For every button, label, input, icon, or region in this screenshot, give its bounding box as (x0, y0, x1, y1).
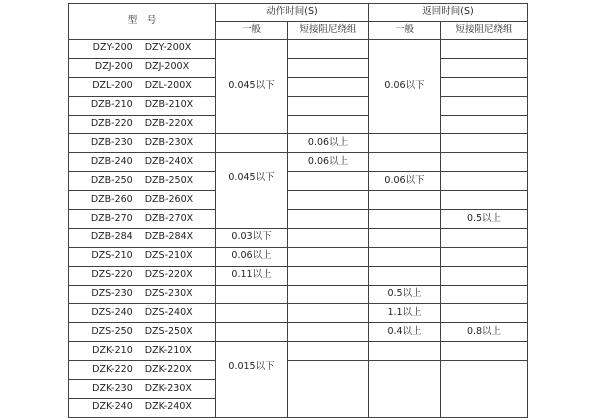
model-name: DZB-210 (90, 99, 133, 111)
model-cell (69, 323, 216, 342)
table-row (69, 228, 528, 247)
model-cell (69, 247, 216, 266)
return-general-cell (369, 191, 441, 210)
action-short-cell (288, 361, 369, 418)
model-name: DZB-230 (90, 136, 133, 148)
table-row (69, 58, 528, 77)
action-short-cell (288, 40, 369, 59)
model-name: DZL-200 (92, 80, 133, 92)
return-short-cell (441, 304, 528, 323)
header-model: 型 号 (69, 4, 216, 40)
return-short-cell (441, 266, 528, 285)
action-short-cell (288, 210, 369, 229)
table-row (69, 40, 528, 59)
table-row (69, 210, 528, 229)
model-name: DZS-210 (91, 250, 133, 262)
action-short-cell (288, 247, 369, 266)
model-cell (69, 210, 216, 229)
return-short-cell (441, 40, 528, 59)
return-general-cell: 0.5以上 (369, 285, 441, 304)
model-name: DZS-230X (144, 288, 193, 300)
model-cell (69, 398, 216, 417)
model-name: DZS-250 (91, 325, 133, 337)
return-short-cell (441, 153, 528, 172)
return-general-cell (369, 266, 441, 285)
action-general-cell: 0.06以上 (216, 247, 288, 266)
table-header (69, 4, 528, 40)
return-short-cell (441, 361, 528, 418)
return-short-cell (441, 96, 528, 115)
action-general-cell (216, 285, 288, 304)
return-general-cell (369, 228, 441, 247)
action-general-cell (216, 304, 288, 323)
model-name: DZK-230X (144, 382, 192, 394)
header-action-time: 动作时间(S) (216, 4, 369, 22)
action-general-cell: 0.11以上 (216, 266, 288, 285)
model-name: DZK-210X (144, 344, 192, 356)
return-short-cell (441, 342, 528, 361)
model-name: DZK-220 (92, 363, 133, 375)
action-short-cell (288, 342, 369, 361)
header-return-time: 返回时间(S) (369, 4, 528, 22)
model-name: DZB-270 (90, 212, 133, 224)
return-general-cell (369, 342, 441, 361)
action-short-cell (288, 228, 369, 247)
table-row (69, 361, 528, 380)
model-name: DZK-210 (92, 344, 133, 356)
model-name: DZB-220X (144, 118, 194, 130)
model-cell (69, 96, 216, 115)
table-row (69, 134, 528, 153)
model-cell (69, 153, 216, 172)
action-short-cell: 0.06以上 (288, 134, 369, 153)
action-general-cell: 0.045以下 (216, 40, 288, 134)
model-name: DZB-240X (144, 155, 194, 167)
header-action-short-damping: 短接阻尼绕组 (288, 22, 369, 40)
model-name: DZB-220 (90, 118, 133, 130)
action-short-cell (288, 266, 369, 285)
action-short-cell (288, 323, 369, 342)
return-general-cell (369, 247, 441, 266)
return-general-cell (369, 210, 441, 229)
table-row (69, 285, 528, 304)
model-name: DZB-210X (144, 99, 194, 111)
model-name: DZB-240 (90, 155, 133, 167)
table-row (69, 96, 528, 115)
model-name: DZB-284X (144, 231, 194, 243)
model-name: DZB-284 (90, 231, 133, 243)
return-short-cell (441, 115, 528, 134)
table-body (69, 40, 528, 418)
model-name: DZS-240 (91, 306, 133, 318)
model-name: DZJ-200X (144, 61, 190, 73)
model-cell (69, 361, 216, 380)
model-cell (69, 115, 216, 134)
model-name: DZB-270X (144, 212, 194, 224)
table-row (69, 77, 528, 96)
action-short-cell (288, 285, 369, 304)
action-general-cell: 0.045以下 (216, 153, 288, 229)
model-cell (69, 285, 216, 304)
model-name: DZK-240X (144, 401, 192, 413)
model-name: DZS-240X (144, 306, 193, 318)
table-row (69, 266, 528, 285)
spec-table (68, 3, 528, 418)
action-general-cell (216, 134, 288, 153)
return-short-cell (441, 134, 528, 153)
action-short-cell (288, 115, 369, 134)
model-cell (69, 380, 216, 399)
return-short-cell: 0.8以上 (441, 323, 528, 342)
model-name: DZB-230X (144, 136, 194, 148)
table-row (69, 323, 528, 342)
table-row (69, 153, 528, 172)
return-general-cell (369, 361, 441, 418)
model-name: DZY-200 (92, 42, 133, 54)
model-name: DZK-230 (92, 382, 133, 394)
action-general-cell: 0.015以下 (216, 342, 288, 418)
model-cell (69, 134, 216, 153)
header-action-general: 一般 (216, 22, 288, 40)
model-cell (69, 191, 216, 210)
model-name: DZK-220X (144, 363, 192, 375)
model-name: DZJ-200 (94, 61, 133, 73)
model-cell (69, 342, 216, 361)
model-name: DZB-260X (144, 193, 194, 205)
header-return-general: 一般 (369, 22, 441, 40)
return-short-cell (441, 285, 528, 304)
model-cell (69, 228, 216, 247)
model-cell (69, 40, 216, 59)
header-return-short-damping: 短接阻尼绕组 (441, 22, 528, 40)
model-name: DZL-200X (144, 80, 192, 92)
model-cell (69, 172, 216, 191)
model-cell (69, 266, 216, 285)
return-short-cell (441, 58, 528, 77)
return-short-cell (441, 247, 528, 266)
action-short-cell (288, 77, 369, 96)
model-name: DZK-240 (92, 401, 133, 413)
table-row (69, 304, 528, 323)
return-general-cell: 1.1以上 (369, 304, 441, 323)
action-short-cell (288, 172, 369, 191)
model-name: DZS-220 (91, 269, 133, 281)
action-general-cell (216, 323, 288, 342)
model-name: DZY-200X (144, 42, 192, 54)
action-general-cell: 0.03以下 (216, 228, 288, 247)
return-general-cell: 0.06以下 (369, 40, 441, 134)
table-row (69, 247, 528, 266)
return-general-cell: 0.06以下 (369, 172, 441, 191)
table-row (69, 342, 528, 361)
model-name: DZS-250X (144, 325, 193, 337)
return-short-cell (441, 77, 528, 96)
model-name: DZB-250X (144, 174, 194, 186)
table-row (69, 115, 528, 134)
return-general-cell (369, 134, 441, 153)
return-general-cell: 0.4以上 (369, 323, 441, 342)
header-row-groups (69, 4, 528, 22)
model-cell (69, 304, 216, 323)
model-cell (69, 77, 216, 96)
model-cell (69, 58, 216, 77)
table-row (69, 191, 528, 210)
model-name: DZB-260 (90, 193, 133, 205)
action-short-cell (288, 58, 369, 77)
table-row (69, 172, 528, 191)
return-short-cell (441, 228, 528, 247)
action-short-cell (288, 96, 369, 115)
action-short-cell (288, 304, 369, 323)
model-name: DZS-210X (144, 250, 193, 262)
model-name: DZB-250 (90, 174, 133, 186)
return-general-cell (369, 153, 441, 172)
return-short-cell: 0.5以上 (441, 210, 528, 229)
return-short-cell (441, 172, 528, 191)
return-short-cell (441, 191, 528, 210)
action-short-cell (288, 191, 369, 210)
model-name: DZS-230 (91, 288, 133, 300)
model-name: DZS-220X (144, 269, 193, 281)
action-short-cell: 0.06以上 (288, 153, 369, 172)
